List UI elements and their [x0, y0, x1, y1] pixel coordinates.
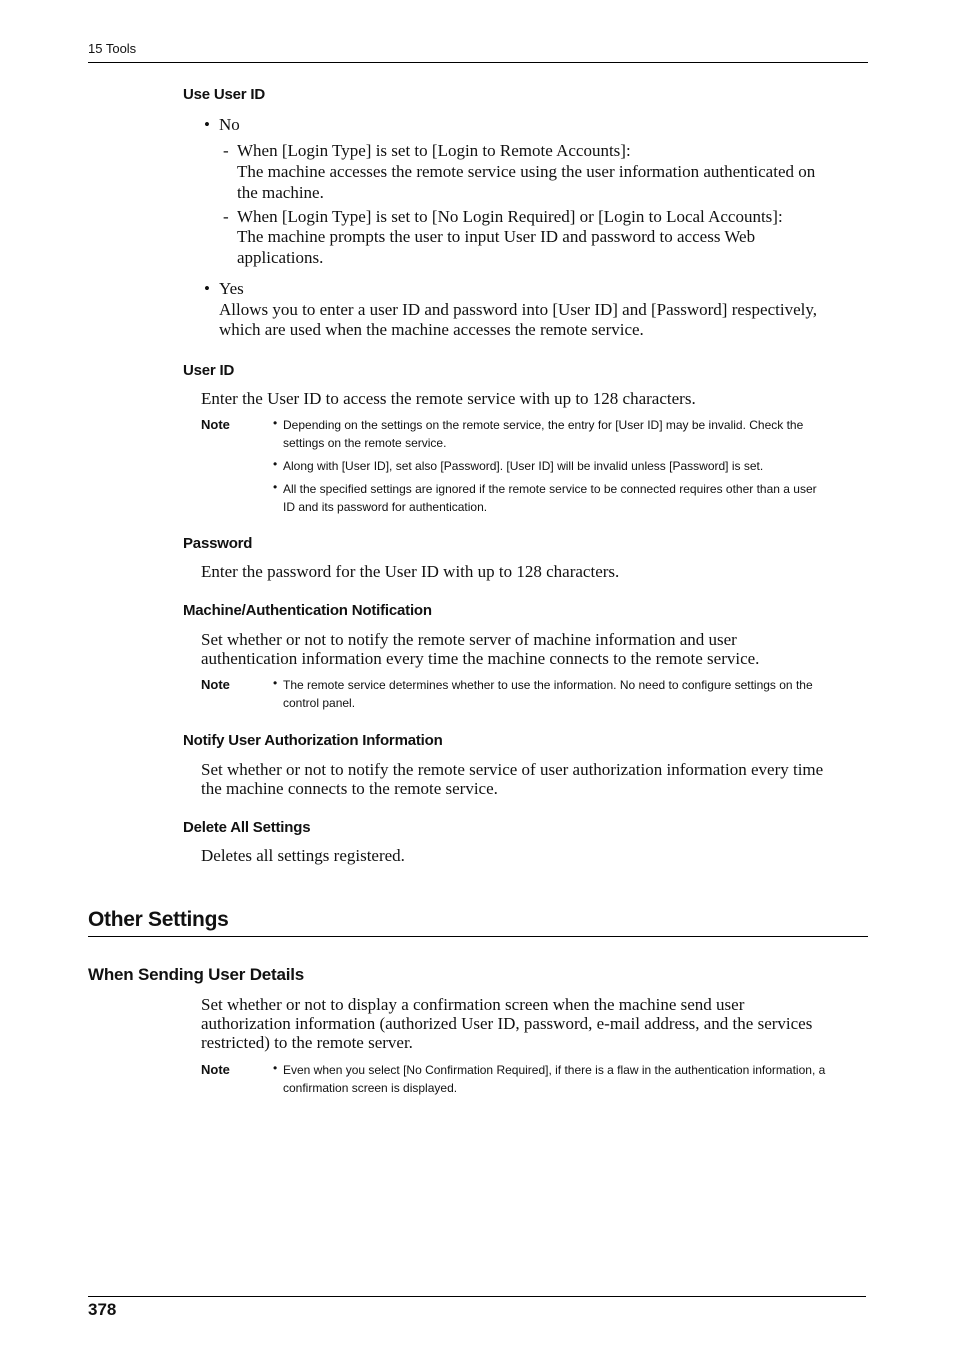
bullet-icon: •: [273, 1061, 278, 1075]
chapter-title: 15 Tools: [88, 41, 137, 56]
heading-when-sending: When Sending User Details: [88, 965, 305, 984]
delete-all-body: Deletes all settings registered.: [201, 846, 405, 865]
note-user-id-1: Depending on the settings on the remote service, the entry for [User ID] may be invalid. Check the settings on the remote service.: [283, 418, 804, 450]
password-body: Enter the password for the User ID with up to 128 characters.: [201, 562, 620, 581]
when-sending-line2: authorization information (authorized User ID, password, e-mail address, and the services: [201, 1014, 813, 1033]
heading-user-id: User ID: [183, 362, 235, 379]
note-when-sending-1: Even when you select [No Confirmation Required], if there is a flaw in the authentication information, a confirmation screen is displayed.: [283, 1063, 826, 1095]
bullet-icon: •: [273, 480, 278, 494]
notify-auth-line2: the machine connects to the remote service.: [201, 779, 498, 798]
no-case2-line3: applications.: [237, 248, 324, 267]
heading-use-user-id: Use User ID: [183, 86, 266, 103]
bullet-icon: •: [204, 115, 210, 134]
machine-auth-line1: Set whether or not to notify the remote server of machine information and user: [201, 630, 737, 649]
note-user-id-2: Along with [User ID], set also [Password]. [User ID] will be invalid unless [Password] is set.: [283, 459, 764, 473]
option-yes-label: Yes: [219, 279, 244, 298]
user-id-body: Enter the User ID to access the remote service with up to 128 characters.: [201, 389, 696, 408]
note-machine-auth-1: The remote service determines whether to use the information. No need to configure settings on the control panel.: [283, 678, 813, 710]
dash-icon: -: [223, 207, 229, 226]
page-header: [88, 40, 868, 63]
when-sending-line1: Set whether or not to display a confirmation screen when the machine send user: [201, 995, 745, 1014]
bullet-icon: •: [204, 279, 210, 298]
option-no-label: No: [219, 115, 240, 134]
notify-auth-line1: Set whether or not to notify the remote service of user authorization information every time: [201, 760, 824, 779]
note-label: Note: [201, 1062, 230, 1077]
yes-line1: Allows you to enter a user ID and password into [User ID] and [Password] respectively,: [219, 300, 817, 319]
section-rule: [88, 936, 868, 937]
no-case1-line3: the machine.: [237, 183, 324, 202]
page-footer: [88, 1296, 866, 1319]
when-sending-line3: restricted) to the remote server.: [201, 1033, 413, 1052]
no-case2-line1: When [Login Type] is set to [No Login Required] or [Login to Local Accounts]:: [237, 207, 783, 226]
bullet-icon: •: [273, 676, 278, 690]
note-user-id-3: All the specified settings are ignored if the remote service to be connected requires other than a user ID and its password for authentication.: [283, 482, 817, 514]
heading-password: Password: [183, 535, 253, 552]
no-case2-line2: The machine prompts the user to input User ID and password to access Web: [237, 227, 756, 246]
heading-other-settings: Other Settings: [88, 908, 229, 931]
note-label: Note: [201, 417, 230, 432]
machine-auth-line2: authentication information every time the machine connects to the remote service.: [201, 649, 760, 668]
page-number: 378: [88, 1300, 117, 1319]
heading-machine-auth: Machine/Authentication Notification: [183, 602, 432, 619]
heading-notify-auth: Notify User Authorization Information: [183, 732, 443, 749]
note-label: Note: [201, 677, 230, 692]
no-case1-line1: When [Login Type] is set to [Login to Remote Accounts]:: [237, 141, 631, 160]
dash-icon: -: [223, 141, 229, 160]
heading-delete-all: Delete All Settings: [183, 819, 311, 836]
no-case1-line2: The machine accesses the remote service using the user information authenticated on: [237, 162, 816, 181]
yes-line2: which are used when the machine accesses the remote service.: [219, 320, 644, 339]
bullet-icon: •: [273, 416, 278, 430]
bullet-icon: •: [273, 457, 278, 471]
